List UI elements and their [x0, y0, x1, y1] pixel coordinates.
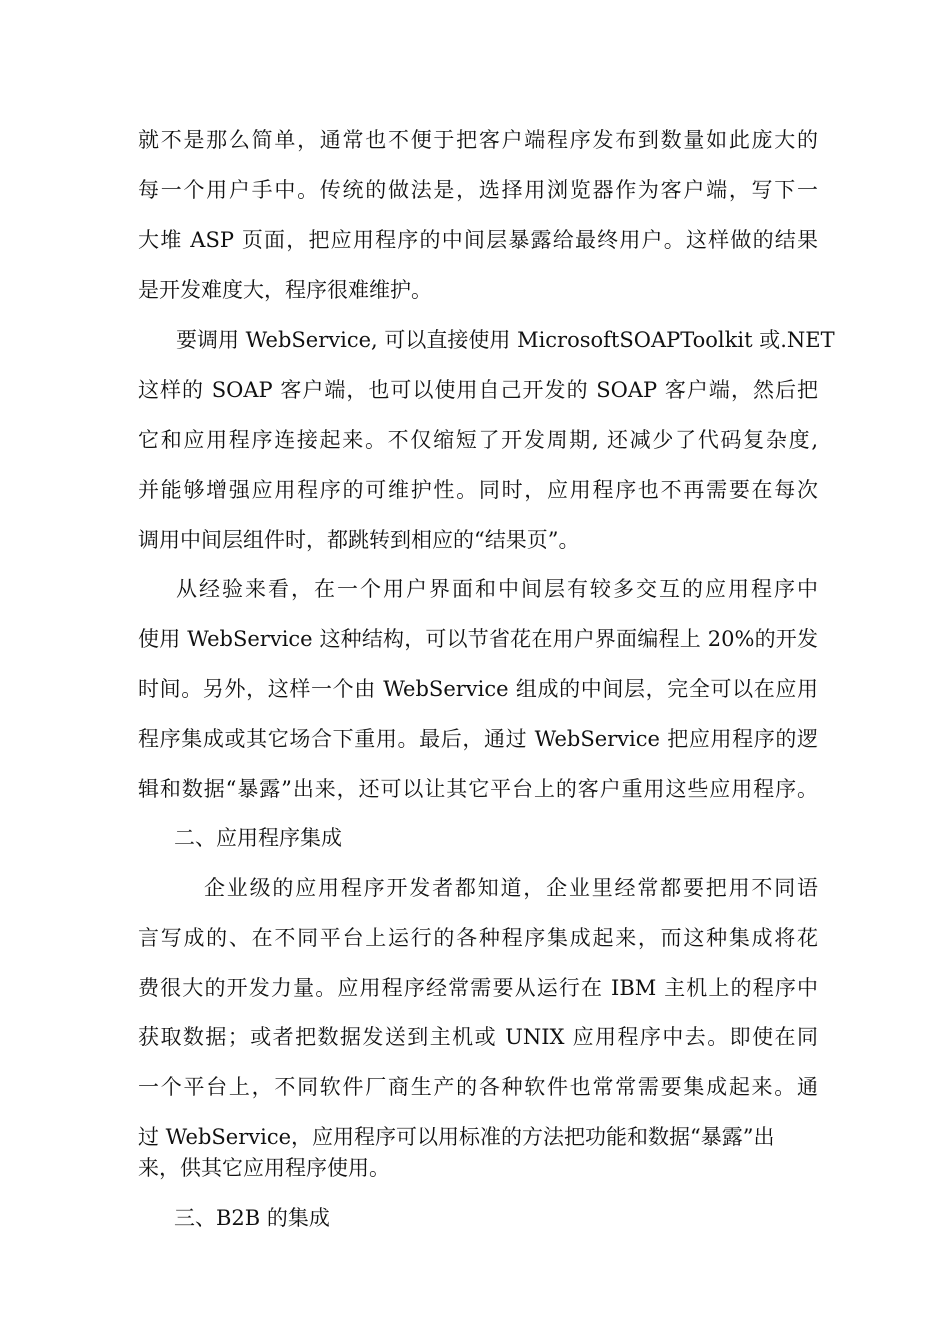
paragraph-1-line-3: 大堆 ASP 页面，把应用程序的中间层暴露给最终用户。这样做的结果 — [138, 228, 818, 252]
paragraph-2-line-4: 并能够增强应用程序的可维护性。同时，应用程序也不再需要在每次 — [138, 478, 818, 502]
paragraph-2-line-2: 这样的 SOAP 客户端，也可以使用自己开发的 SOAP 客户端，然后把 — [138, 378, 818, 402]
paragraph-4-line-4: 获取数据；或者把数据发送到主机或 UNIX 应用程序中去。即使在同 — [138, 1025, 818, 1049]
paragraph-3-line-2: 使用 WebService 这种结构，可以节省花在用户界面编程上 20%的开发 — [138, 627, 818, 651]
paragraph-3-line-1: 从经验来看，在一个用户界面和中间层有较多交互的应用程序中 — [176, 577, 818, 601]
paragraph-2-line-5: 调用中间层组件时，都跳转到相应的“结果页”。 — [138, 528, 580, 552]
paragraph-4-line-3: 费很大的开发力量。应用程序经常需要从运行在 IBM 主机上的程序中 — [138, 976, 818, 1000]
paragraph-3-line-3: 时间。另外，这样一个由 WebService 组成的中间层，完全可以在应用 — [138, 677, 818, 701]
paragraph-4-line-6: 过 WebService，应用程序可以用标准的方法把功能和数据“暴露”出 — [138, 1125, 775, 1149]
paragraph-2-line-1: 要调用 WebService, 可以直接使用 MicrosoftSOAPToolkit 或.NET — [176, 328, 835, 352]
paragraph-1-line-1: 就不是那么简单，通常也不便于把客户端程序发布到数量如此庞大的 — [138, 128, 818, 152]
paragraph-4-line-5: 一个平台上，不同软件厂商生产的各种软件也常常需要集成起来。通 — [138, 1075, 818, 1099]
section-heading-3: 三、B2B 的集成 — [174, 1206, 330, 1230]
paragraph-4-line-7: 来，供其它应用程序使用。 — [138, 1156, 390, 1180]
paragraph-1-line-2: 每一个用户手中。传统的做法是，选择用浏览器作为客户端，写下一 — [138, 178, 818, 202]
paragraph-1-line-4: 是开发难度大，程序很难维护。 — [138, 278, 432, 302]
paragraph-3-line-4: 程序集成或其它场合下重用。最后，通过 WebService 把应用程序的逻 — [138, 727, 818, 751]
paragraph-4-line-1: 企业级的应用程序开发者都知道，企业里经常都要把用不同语 — [204, 876, 818, 900]
paragraph-3-line-5: 辑和数据“暴露”出来，还可以让其它平台上的客户重用这些应用程序。 — [138, 777, 818, 801]
paragraph-2-line-3: 它和应用程序连接起来。不仅缩短了开发周期, 还减少了代码复杂度, — [138, 428, 818, 452]
section-heading-2: 二、应用程序集成 — [174, 826, 342, 850]
paragraph-4-line-2: 言写成的、在不同平台上运行的各种程序集成起来，而这种集成将花 — [138, 926, 818, 950]
